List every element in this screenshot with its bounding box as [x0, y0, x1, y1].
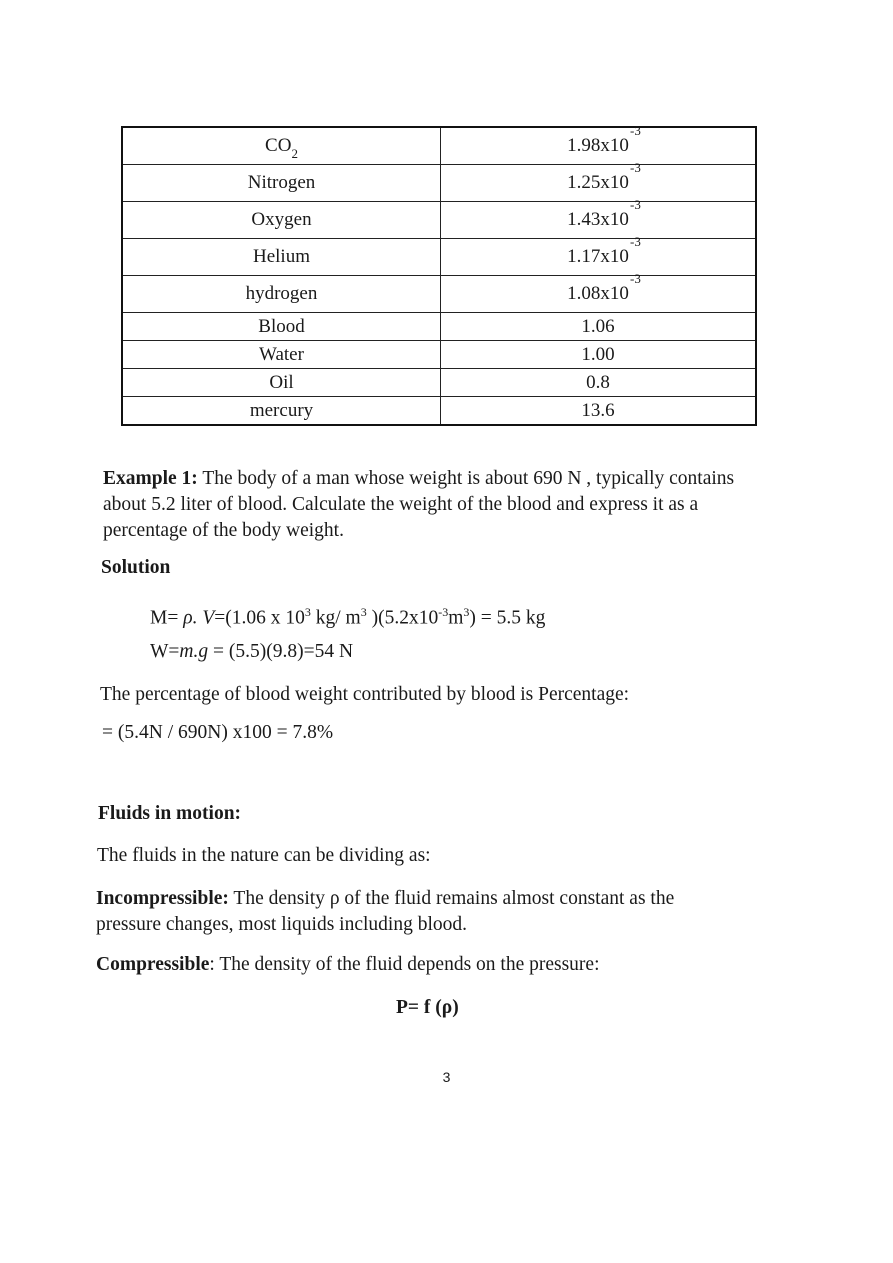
- substance-name: Oil: [122, 369, 441, 397]
- table-row: [122, 165, 756, 202]
- value-with-exponent: [567, 123, 641, 157]
- eq-superscript: -3: [438, 605, 449, 619]
- solution-heading: Solution: [101, 557, 171, 578]
- table-row: [122, 397, 756, 426]
- fluids-heading: Fluids in motion:: [98, 803, 242, 824]
- density-value: 1.00: [441, 341, 757, 369]
- table-row: [122, 341, 756, 369]
- pressure-formula: P= f (ρ): [396, 997, 459, 1018]
- subscript: 2: [291, 146, 298, 161]
- table-row: [122, 313, 756, 341]
- weight-equation: [150, 639, 353, 665]
- density-value: [441, 197, 757, 239]
- value-mantissa: 1.43x10: [567, 209, 629, 230]
- substance-label: CO: [265, 135, 292, 156]
- eq-part: m: [448, 607, 464, 629]
- value-with-exponent: [567, 271, 641, 305]
- percentage-equation: = (5.4N / 690N) x100 = 7.8%: [102, 722, 334, 743]
- eq-part: m.g: [179, 641, 209, 662]
- substance-name: Oxygen: [122, 202, 441, 239]
- eq-part: W=: [150, 641, 180, 662]
- eq-part: )(5.2x10: [366, 607, 439, 629]
- density-value: [441, 271, 757, 313]
- mass-equation: [150, 599, 545, 632]
- table-row: [122, 202, 756, 239]
- value-exponent: -3: [630, 197, 641, 212]
- table-row: [122, 369, 756, 397]
- example-line: [103, 466, 783, 492]
- eq-superscript: 3: [360, 605, 367, 619]
- eq-superscript: 3: [304, 605, 311, 619]
- substance-name: hydrogen: [122, 276, 441, 313]
- value-exponent: -3: [630, 234, 641, 249]
- example-text: The body of a man whose weight is about 690 N , typically contains: [197, 468, 735, 489]
- substance-name: Blood: [122, 313, 441, 341]
- percentage-intro: The percentage of blood weight contributed by blood is Percentage:: [100, 684, 630, 705]
- value-mantissa: 1.17x10: [567, 246, 629, 267]
- eq-part: M=: [150, 607, 184, 629]
- eq-part: ) = 5.5 kg: [469, 607, 546, 629]
- incompressible-label: Incompressible:: [96, 888, 229, 909]
- density-value: [441, 160, 757, 202]
- density-value: 1.06: [441, 313, 757, 341]
- table-row: [122, 239, 756, 276]
- page-number: 3: [442, 1069, 451, 1085]
- density-table: [121, 123, 757, 426]
- value-exponent: -3: [630, 271, 641, 286]
- example-label: Example 1:: [103, 468, 198, 489]
- value-mantissa: 1.08x10: [567, 283, 629, 304]
- eq-part: =(1.06 x 10: [214, 607, 305, 629]
- compressible-text: : The density of the fluid depends on the pressure:: [209, 954, 600, 975]
- eq-part: kg/ m: [310, 607, 361, 629]
- eq-part: ρ. V: [183, 607, 215, 629]
- example-line: about 5.2 liter of blood. Calculate the weight of the blood and express it as a: [103, 494, 699, 515]
- incompressible-line: pressure changes, most liquids including blood.: [96, 914, 467, 935]
- table-row: [122, 276, 756, 313]
- density-value: [441, 123, 757, 165]
- value-mantissa: 1.98x10: [567, 135, 629, 156]
- table-row: [122, 127, 756, 165]
- substance-name: Nitrogen: [122, 165, 441, 202]
- compressible-paragraph: [96, 952, 600, 978]
- substance-name: Water: [122, 341, 441, 369]
- compressible-label: Compressible: [96, 954, 210, 975]
- incompressible-line: [96, 886, 796, 912]
- density-value: 13.6: [441, 397, 757, 426]
- substance-name: Helium: [122, 239, 441, 276]
- value-with-exponent: [567, 234, 641, 268]
- incompressible-paragraph: [96, 886, 796, 938]
- value-with-exponent: [567, 197, 641, 231]
- substance-name: mercury: [122, 397, 441, 426]
- density-value: 0.8: [441, 369, 757, 397]
- value-mantissa: 1.25x10: [567, 172, 629, 193]
- density-value: [441, 234, 757, 276]
- eq-superscript: 3: [463, 605, 470, 619]
- value-exponent: -3: [630, 123, 641, 138]
- example-line: percentage of the body weight.: [103, 520, 344, 541]
- substance-name: [122, 127, 441, 165]
- fluids-intro: The fluids in the nature can be dividing as:: [97, 845, 431, 866]
- example-paragraph: [103, 466, 783, 544]
- value-with-exponent: [567, 160, 641, 194]
- value-exponent: -3: [630, 160, 641, 175]
- eq-part: = (5.5)(9.8)=54 N: [208, 641, 354, 662]
- incompressible-text: The density ρ of the fluid remains almost constant as the: [228, 888, 675, 909]
